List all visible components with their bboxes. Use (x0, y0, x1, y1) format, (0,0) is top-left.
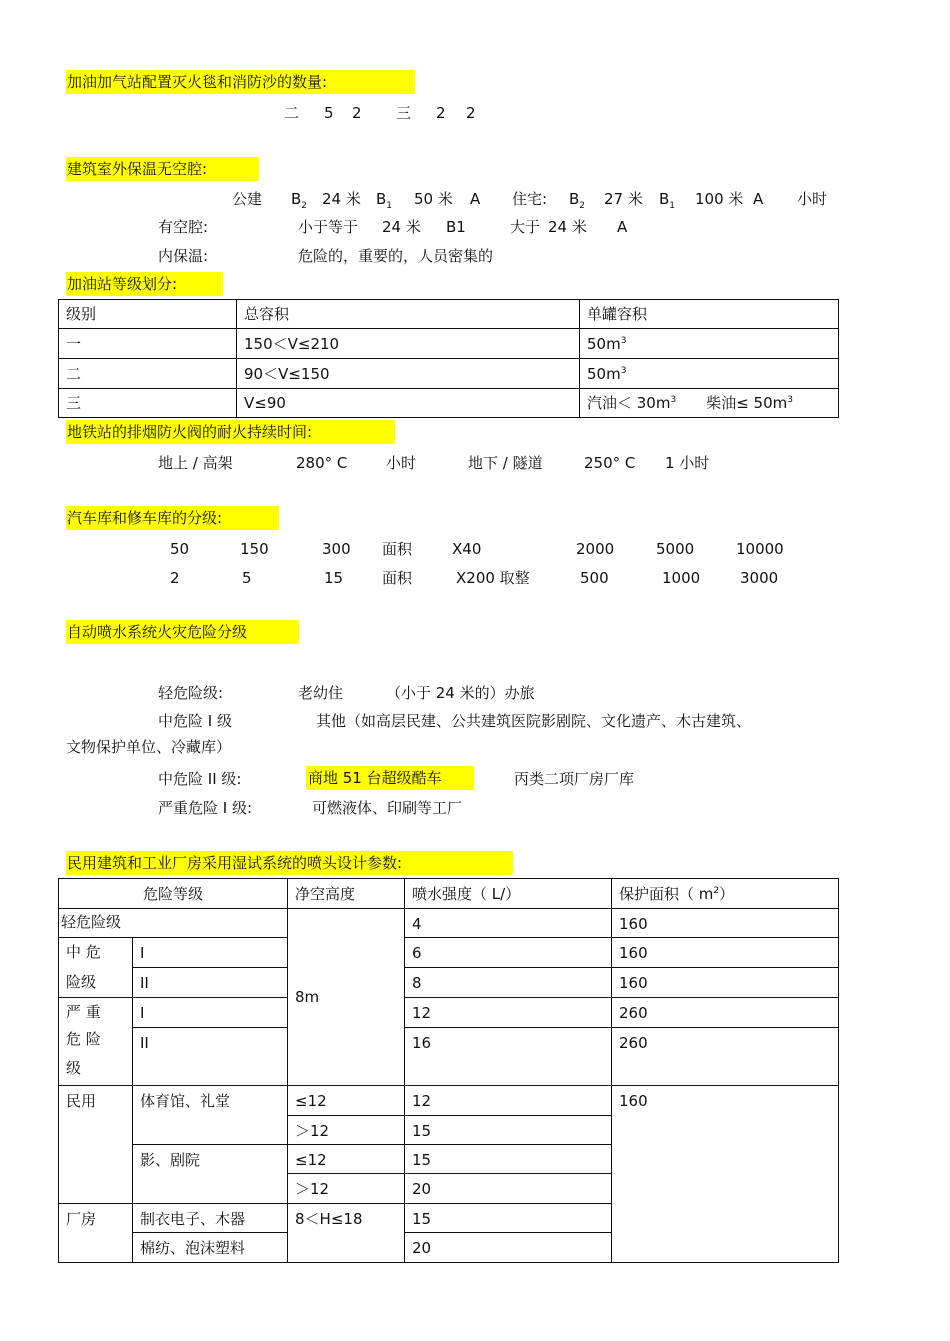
below-ground-temp: 250° C (584, 454, 636, 472)
severe-hazard-text: 可燃液体、印刷等工厂 (312, 799, 463, 817)
heading-exterior-insulation: 建筑室外保温无空腔: (66, 157, 259, 181)
light-hazard-b: （小于 24 米的）办旅 (386, 684, 535, 702)
cavity-le-grade: B1 (446, 218, 466, 236)
garage-r2-c2: 5 (242, 569, 252, 587)
hour-label: 小时 (797, 190, 828, 208)
s1-val-c: 2 (436, 104, 446, 122)
public-b2-height: 24 米 (322, 190, 361, 208)
s1-val-a: 5 (324, 104, 334, 122)
below-ground-label: 地下 / 隧道 (468, 454, 543, 472)
cell-height: ≤12 (288, 1086, 405, 1116)
public-b1: $B_1$ (376, 190, 393, 211)
heading-metro-smoke-damper: 地铁站的排烟防火阀的耐火持续时间: (66, 420, 395, 444)
cell-light-hazard: 轻危险级 (59, 909, 288, 938)
garage-r1-c2: 150 (240, 540, 269, 558)
heading-sprinkler-params: 民用建筑和工业厂房采用湿试系统的喷头设计参数: (66, 851, 513, 875)
table-row (59, 938, 839, 968)
cell-grade: I (133, 938, 288, 968)
cell-level: 三 (59, 389, 237, 418)
col-header-single-tank: 单罐容积 (580, 300, 839, 329)
col-header-area: 保护面积（ $m^2$） (612, 879, 839, 909)
residential-a: A (753, 190, 764, 208)
cell-area: 160 (612, 1086, 839, 1263)
residential-b1: $B_1$ (659, 190, 676, 211)
residential-b2: $B_2$ (569, 190, 586, 211)
cell-area: 160 (612, 968, 839, 998)
heading-gas-station-grades: 加油站等级划分: (66, 272, 223, 296)
col-header-intensity: 喷水强度（ L/） (405, 879, 612, 909)
cell-severe-hazard: 严 重 危 险 级 (59, 998, 133, 1086)
inner-insulation-text: 危险的，重要的，人员密集的 (298, 247, 494, 265)
s1-grade-3: 三 (396, 104, 412, 122)
cell-mid-hazard: 中 危 险级 (59, 938, 133, 998)
cell-civil: 民用 (59, 1086, 133, 1204)
cavity-gt-label: 大于 (510, 218, 541, 236)
cell-grade: II (133, 1028, 288, 1086)
cell-single-tank: $50m^3$ (580, 359, 839, 389)
cell-theater: 影、剧院 (133, 1145, 288, 1204)
mid-hazard-2-label: 中危险 II 级: (158, 770, 242, 788)
garage-r2-c1: 2 (170, 569, 180, 587)
cell-grade: I (133, 998, 288, 1028)
cell-area: 160 (612, 938, 839, 968)
mid-hazard-1-text: 其他（如高层民建、公共建筑医院影剧院、文化遗产、木古建筑、 (316, 712, 752, 730)
cell-factory-height: 8＜H≤18 (288, 1204, 405, 1263)
severe-hazard-label: 严重危险 I 级: (158, 799, 253, 817)
garage-r1-c8: 10000 (736, 540, 784, 558)
above-ground-label: 地上 / 高架 (158, 454, 233, 472)
garage-r2-c7: 1000 (662, 569, 701, 587)
table-row (59, 909, 839, 938)
col-header-hazard: 危险等级 (59, 879, 288, 909)
garage-r2-c6: 500 (580, 569, 609, 587)
cell-intensity: 20 (405, 1174, 612, 1204)
cell-intensity: 20 (405, 1233, 612, 1263)
above-ground-time: 小时 (386, 454, 417, 472)
s1-val-b: 2 (352, 104, 362, 122)
sprinkler-design-table (58, 878, 839, 1263)
s1-grade-2: 二 (284, 104, 300, 122)
cavity-gt-height: 24 米 (548, 218, 587, 236)
cell-gym: 体育馆、礼堂 (133, 1086, 288, 1145)
cell-area: 260 (612, 998, 839, 1028)
light-hazard-label: 轻危险级: (158, 684, 224, 702)
cell-factory-type: 制衣电子、木器 (133, 1204, 288, 1233)
garage-r2-c8: 3000 (740, 569, 779, 587)
cell-intensity: 8 (405, 968, 612, 998)
heading-sprinkler-hazard: 自动喷水系统火灾危险分级 (66, 620, 299, 644)
cell-intensity: 6 (405, 938, 612, 968)
garage-r1-c6: 2000 (576, 540, 615, 558)
mid-hazard-1-cont: 文物保护单位、冷藏库） (66, 738, 232, 756)
mid-hazard-2-text: 丙类二项厂房厂库 (514, 770, 635, 788)
heading-fire-blanket-sand: 加油加气站配置灭火毯和消防沙的数量: (66, 70, 415, 94)
garage-r1-c3: 300 (322, 540, 351, 558)
public-b1-height: 50 米 (414, 190, 453, 208)
cell-area: 160 (612, 909, 839, 938)
garage-r1-factor: X40 (452, 540, 482, 558)
cell-intensity: 16 (405, 1028, 612, 1086)
col-header-total-volume: 总容积 (237, 300, 580, 329)
garage-r2-c3: 15 (324, 569, 344, 587)
cell-intensity: 4 (405, 909, 612, 938)
public-b2: $B_2$ (291, 190, 308, 211)
heading-garage-classification: 汽车库和修车库的分级: (66, 506, 279, 530)
cell-level: 一 (59, 329, 237, 359)
table-row (59, 968, 839, 998)
gas-station-grade-table (58, 299, 839, 418)
inner-insulation-label: 内保温: (158, 247, 209, 265)
cell-area: 260 (612, 1028, 839, 1086)
cell-single-tank: $50m^3$ (580, 329, 839, 359)
col-header-level: 级别 (59, 300, 237, 329)
cell-total-volume: 90＜V≤150 (237, 359, 580, 389)
cell-factory-type: 棉纺、泡沫塑料 (133, 1233, 288, 1263)
below-ground-time: 1 小时 (665, 454, 710, 472)
residential-b2-height: 27 米 (604, 190, 643, 208)
table-row (59, 329, 839, 359)
cavity-label: 有空腔: (158, 218, 209, 236)
public-building-label: 公建 (232, 190, 263, 208)
table-row (59, 359, 839, 389)
cavity-gt-grade: A (617, 218, 628, 236)
cavity-le-label: 小于等于 (298, 218, 359, 236)
mid-hazard-1-label: 中危险 I 级 (158, 712, 232, 730)
table-header-row (59, 879, 839, 909)
col-header-clear-height: 净空高度 (288, 879, 405, 909)
cell-grade: II (133, 968, 288, 998)
cell-height-8m: 8m (288, 909, 405, 1086)
garage-r2-factor: X200 取整 (456, 569, 530, 587)
cell-intensity: 15 (405, 1116, 612, 1145)
cell-height: ＞12 (288, 1116, 405, 1145)
table-row (59, 1028, 839, 1086)
cell-intensity: 15 (405, 1145, 612, 1174)
cell-intensity: 12 (405, 1086, 612, 1116)
garage-r1-c1: 50 (170, 540, 190, 558)
public-a: A (470, 190, 481, 208)
garage-r1-c7: 5000 (656, 540, 695, 558)
above-ground-temp: 280° C (296, 454, 348, 472)
residential-label: 住宅: (512, 190, 548, 208)
table-row (59, 998, 839, 1028)
cell-intensity: 15 (405, 1204, 612, 1233)
table-header-row (59, 300, 839, 329)
table-row (59, 389, 839, 418)
cell-single-tank: 汽油＜ $30m^3$ 柴油≤ $50m^3$ (580, 389, 839, 418)
cell-height: ＞12 (288, 1174, 405, 1204)
cell-intensity: 12 (405, 998, 612, 1028)
garage-r1-area: 面积 (382, 540, 413, 558)
s1-val-d: 2 (466, 104, 476, 122)
residential-b1-height: 100 米 (695, 190, 744, 208)
cavity-le-height: 24 米 (382, 218, 421, 236)
table-row (59, 1086, 839, 1116)
mid-hazard-2-highlight: 商地 51 台超级酷车 (306, 766, 474, 790)
cell-total-volume: 150＜V≤210 (237, 329, 580, 359)
garage-r2-area: 面积 (382, 569, 413, 587)
cell-total-volume: V≤90 (237, 389, 580, 418)
cell-factory: 厂房 (59, 1204, 133, 1263)
light-hazard-a: 老幼住 (298, 684, 344, 702)
cell-height: ≤12 (288, 1145, 405, 1174)
cell-level: 二 (59, 359, 237, 389)
